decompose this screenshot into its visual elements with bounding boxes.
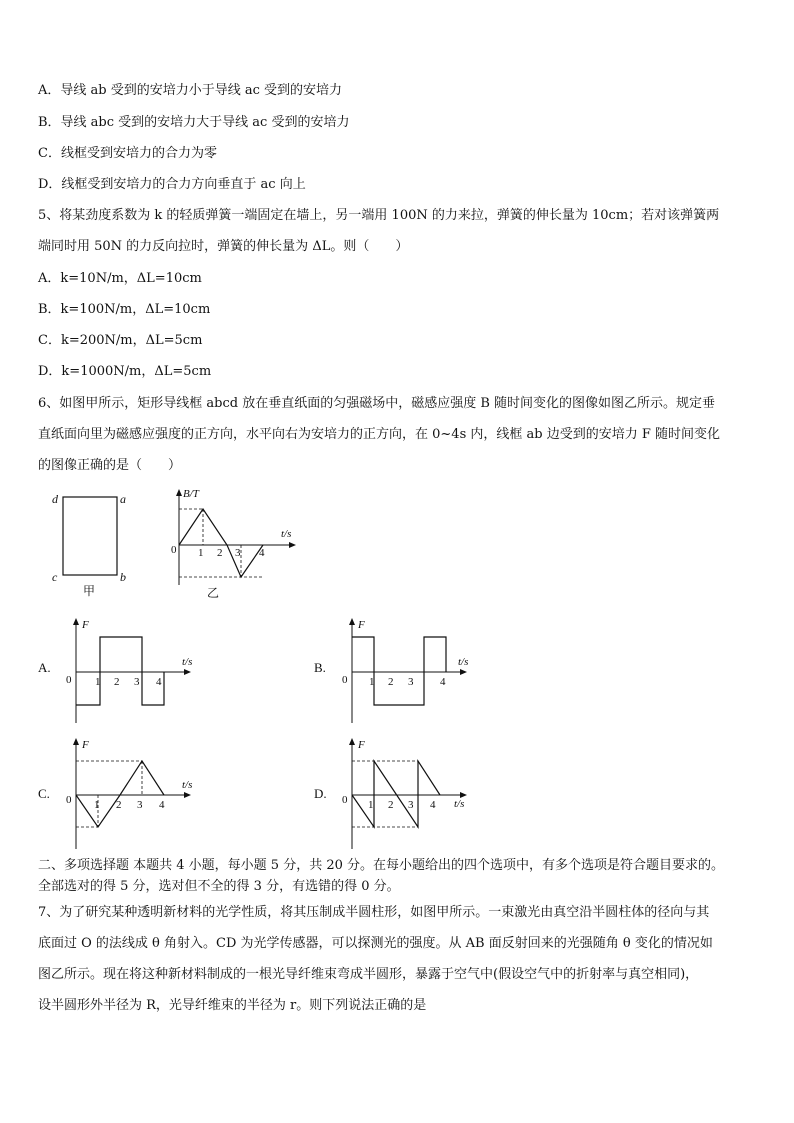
option-a-label: A. [38, 660, 51, 675]
f-curve [352, 761, 440, 827]
tick-1: 1 [94, 799, 100, 811]
f-axis-label: F [82, 739, 89, 751]
tick-2: 2 [388, 799, 394, 811]
origin-label: 0 [66, 674, 72, 686]
tick-4: 4 [156, 676, 162, 688]
q7-stem-line3: 图乙所示。现在将这种新材料制成的一根光导纤维束弯成半圆形，暴露于空气中(假设空气中的折射率与真空相同)， [38, 967, 699, 982]
q7-stem-line2: 底面过 O 的法线成 θ 角射入。CD 为光学传感器，可以探测光的强度。从 AB 面反射回来的光强随角 θ 变化的情况如 [38, 936, 713, 951]
option-d-label: D. [314, 786, 327, 801]
graph-mark [349, 738, 355, 745]
label-d: d [52, 492, 58, 506]
q5-option-d: D．k=1000N/m，ΔL=5cm [38, 364, 212, 379]
tick-1: 1 [369, 676, 375, 688]
figure-jia-rectangle [40, 485, 140, 600]
graph-mark [73, 738, 79, 745]
q7-stem-line1: 7、为了研究某种透明新材料的光学性质，将其压制成半圆柱形，如图甲所示。一束激光由真空沿半圆柱体的径向与其 [38, 905, 710, 920]
tick-4: 4 [440, 676, 446, 688]
y-axis-label: B/T [183, 488, 199, 500]
x-axis-arrow [289, 542, 296, 548]
section2-header-line2: 全部选对的得 5 分，选对但不全的得 3 分，有选错的得 0 分。 [38, 879, 400, 894]
label-c: c [52, 570, 58, 584]
option-c-graph [62, 735, 212, 853]
graph-mark [349, 618, 355, 625]
q5-stem-line1: 5、将某劲度系数为 k 的轻质弹簧一端固定在墙上，另一端用 100N 的力来拉，弹簧的伸长量为 10cm；若对该弹簧两 [38, 208, 720, 223]
q4-option-a: A．导线 ab 受到的安培力小于导线 ac 受到的安培力 [38, 83, 343, 98]
f-axis-label: F [358, 619, 365, 631]
t-axis-label: t/s [454, 798, 465, 810]
t-axis-label: t/s [458, 656, 469, 668]
tick-2: 2 [217, 547, 223, 559]
section2-header-line1: 二、多项选择题 本题共 4 小题，每小题 5 分，共 20 分。在每小题给出的四个选项中，有多个选项是符合题目要求的。 [38, 858, 725, 873]
q4-option-b: B．导线 abc 受到的安培力大于导线 ac 受到的安培力 [38, 115, 350, 130]
tick-2: 2 [114, 676, 120, 688]
origin-label: 0 [66, 794, 72, 806]
tick-1: 1 [198, 547, 204, 559]
origin-label: 0 [342, 674, 348, 686]
label-b: b [120, 570, 126, 584]
y-axis-arrow [176, 489, 182, 496]
wire-frame-abcd [63, 497, 117, 575]
option-b-label: B. [314, 660, 326, 675]
q6-stem-line3: 的图像正确的是（ ） [38, 458, 182, 473]
tick-4: 4 [159, 799, 165, 811]
q5-stem-line2: 端同时用 50N 的力反向拉时，弹簧的伸长量为 ΔL。则（ ） [38, 239, 409, 254]
tick-1: 1 [368, 799, 374, 811]
option-b-graph [338, 615, 488, 727]
f-axis-label: F [82, 619, 89, 631]
t-axis-label: t/s [182, 656, 193, 668]
x-axis-label: t/s [281, 528, 292, 540]
tick-4: 4 [430, 799, 436, 811]
caption-yi: 乙 [207, 586, 220, 600]
q4-option-d: D．线框受到安培力的合力方向垂直于 ac 向上 [38, 177, 306, 192]
figure-yi-bt-graph [165, 485, 305, 605]
graph-mark [184, 669, 191, 675]
graph-mark [73, 618, 79, 625]
q5-option-b: B．k=100N/m，ΔL=10cm [38, 302, 211, 317]
tick-2: 2 [116, 799, 122, 811]
tick-2: 2 [388, 676, 394, 688]
option-d-graph [338, 735, 488, 853]
t-axis-label: t/s [182, 779, 193, 791]
tick-4: 4 [259, 547, 265, 559]
q5-option-a: A．k=10N/m，ΔL=10cm [38, 271, 202, 286]
b-curve [179, 509, 263, 577]
q7-stem-line4: 设半圆形外半径为 R，光导纤维束的半径为 r。则下列说法正确的是 [38, 998, 427, 1013]
f-curve [76, 637, 164, 705]
option-a-graph [62, 615, 212, 727]
origin-label: 0 [171, 544, 177, 556]
tick-3: 3 [134, 676, 140, 688]
f-axis-label: F [358, 739, 365, 751]
q5-option-c: C．k=200N/m，ΔL=5cm [38, 333, 203, 348]
option-c-label: C. [38, 786, 50, 801]
caption-jia: 甲 [83, 584, 96, 598]
tick-1: 1 [95, 676, 101, 688]
f-curve [352, 637, 446, 705]
q6-stem-line2: 直纸面向里为磁感应强度的正方向，水平向右为安培力的正方向，在 0~4s 内，线框 ab 边受到的安培力 F 随时间变化 [38, 427, 720, 442]
q4-option-c: C．线框受到安培力的合力为零 [38, 146, 217, 161]
tick-3: 3 [235, 547, 241, 559]
f-curve [76, 761, 164, 827]
graph-mark [460, 669, 467, 675]
graph-mark [184, 792, 191, 798]
tick-3: 3 [408, 799, 414, 811]
tick-3: 3 [408, 676, 414, 688]
q6-stem-line1: 6、如图甲所示，矩形导线框 abcd 放在垂直纸面的匀强磁场中，磁感应强度 B 随时间变化的图像如图乙所示。规定垂 [38, 396, 716, 411]
label-a: a [120, 492, 126, 506]
tick-3: 3 [137, 799, 143, 811]
origin-label: 0 [342, 794, 348, 806]
